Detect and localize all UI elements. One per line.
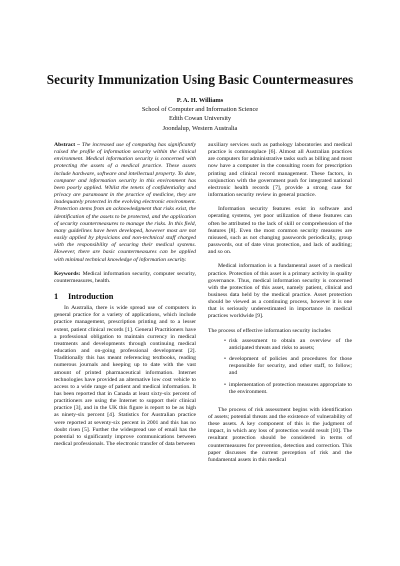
body-paragraph: The process of risk assessment begins with identification of assets; potential threats and the existence of vulnerability of these assets. A key component of this is the judgment of impact, in which any loss of protection would result [10]. The resultant protection should be considered in terms of countermeasures for prevention, detection and correction. This paper discusses the current perception of risk and the fundamental assets in this medical bbox=[208, 406, 352, 463]
section-number: 1 bbox=[54, 291, 59, 301]
body-paragraph: auxiliary services such as pathology laboratories and medical practice is commonplace [6]. Almost all Australian practices are computers for administrative tasks such as billing and most now have a computer in the consulting room for prescription printing and clinical record management. These factors, in conjunction with the government push for integrated national electronic health records [7], provide a strong case for information security review in general practice. bbox=[208, 142, 352, 199]
keywords-text: Medical information security, computer security, countermeasures, health. bbox=[54, 270, 197, 284]
list-item: • risk assessment to obtain an overview of the anticipated threats and risks to assets; bbox=[226, 338, 352, 352]
abstract-text: The increased use of computing has significantly raised the profile of information security within the clinical environment. Medical information security is concerned with protecting the assets of a medical practice. These assets include hardware, software and intellectual property. To date, computer and information security in this environment has been poorly applied. Whilst the tenets of confidentiality and privacy are paramount in the practice of medicine, they are inadequately protected in the evolving electronic environment. Protection stems from an acknowledgment that risks exist, the identification of the assets to be protected, and the application of security countermeasures to manage the risks. In this field, many guidelines have been developed, however most are not easily applied by physicians and non-technical staff charged with the responsibility of securing their medical systems. However, there are basic countermeasures can be applied with minimal technical knowledge of information security. bbox=[54, 142, 197, 263]
paper-title: Security Immunization Using Basic Countermeasures bbox=[46, 72, 354, 87]
intro-paragraph: In Australia, there is wide spread use of computers in general practice for a variety of applications, which include practice management, prescription printing and to a lesser extent, patient clinical records [1]. General Practitioners have a professional obligation to maintain currency in medical treatments and developments through continuing medical education and on-going professional development [2]. Traditionally this has meant referencing textbooks, reading numerous journals and keeping up to date with the vast amount of printed pharmaceutical information. Internet technologies have provided an alternative low cost vehicle to access to a wide range of patient and medical information. It has been reported that in Canada at least sixty-six percent of practitioners are using the Internet to support their clinical practice [3], and in the UK this figure is report to be as high as ninety-six percent [4]. Statistics for Australian practice were reported at seventy-six percent in 2001 and this has no doubt risen [5]. Further the widespread use of email has the potential to significantly improve communications between medical professionals. The electronic transfer of data between bbox=[54, 305, 196, 448]
author-block bbox=[0, 96, 400, 133]
affiliation-line: School of Computer and Information Science bbox=[141, 106, 259, 114]
list-item: • implementation of protection measures appropriate to the environment. bbox=[226, 382, 352, 396]
section-title: Introduction bbox=[68, 291, 114, 301]
abstract bbox=[54, 142, 196, 264]
abstract-label: Abstract – bbox=[54, 142, 80, 148]
affiliation-line: Edith Cowan University bbox=[168, 115, 232, 123]
list-item: • development of policies and procedures for those responsible for security, and other staff, to follow; and bbox=[226, 356, 352, 377]
body-paragraph: Medical information is a fundamental asset of a medical practice. Protection of this asset is a primary activity in quality governance. Thus, medical information security is concerned with the protection of this asset, namely patient, clinical and business data held by the medical practice. Asset protection should be viewed as a continuing process, however it is one that is seriously underestimated in importance in medical practices worldwide [9]. bbox=[208, 263, 352, 320]
process-list bbox=[208, 338, 352, 396]
affiliation-line: Joondalup, Western Australia bbox=[162, 124, 238, 132]
keywords bbox=[54, 271, 196, 285]
section-heading bbox=[54, 293, 196, 300]
process-intro: The process of effective information security includes bbox=[208, 327, 331, 334]
left-column bbox=[54, 142, 196, 448]
author-name: P. A. H. Williams bbox=[176, 97, 224, 104]
body-paragraph: Information security features exist in software and operating systems, yet poor utilization of these features can often be attributed to the lack of skill or comprehension of the features [8]. Even the most common security measures are misused, such as not changing passwords periodically, group passwords, out of date virus protection, and lack of auditing; and so on. bbox=[208, 206, 352, 256]
keywords-label: Keywords: bbox=[54, 270, 81, 277]
right-column bbox=[208, 142, 352, 464]
